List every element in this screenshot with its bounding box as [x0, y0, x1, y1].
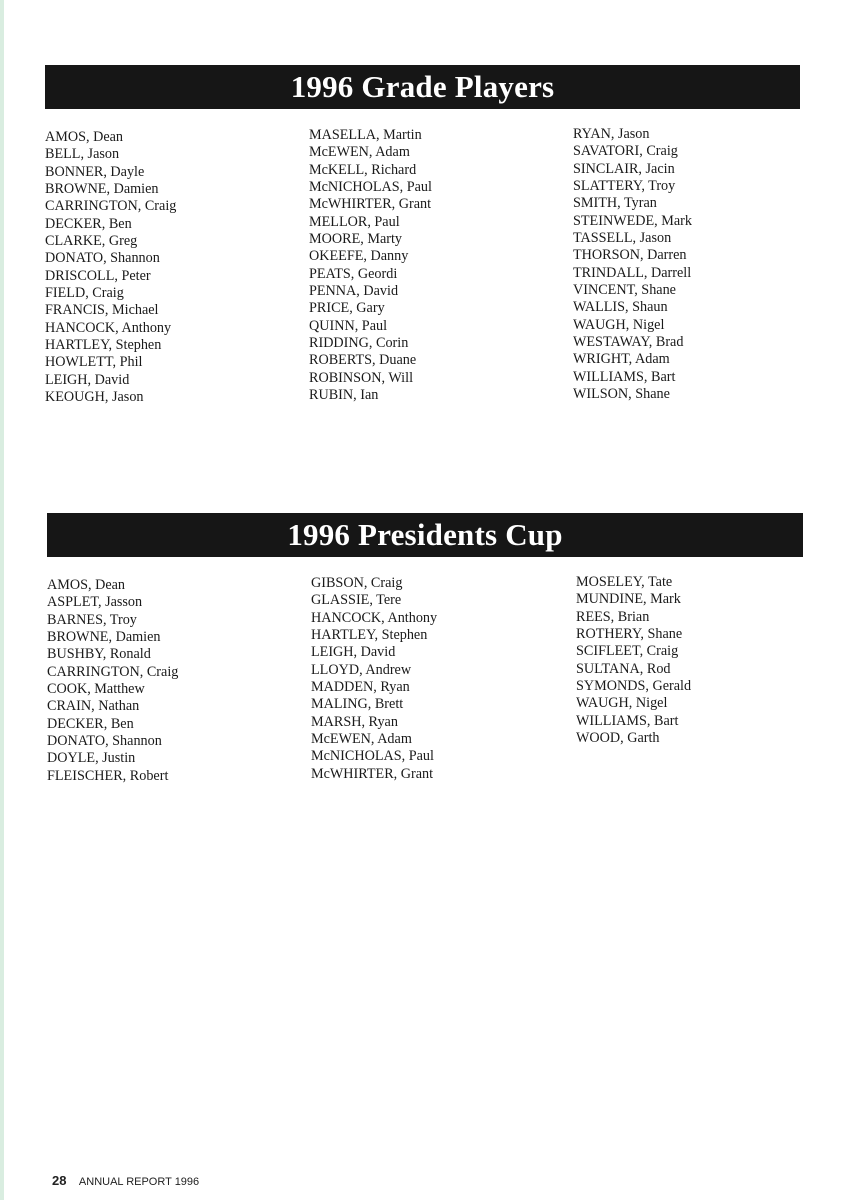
- player-name: WRIGHT, Adam: [573, 351, 670, 368]
- presidents-cup-column-1: [47, 577, 287, 785]
- presidents-cup-column-3: [576, 574, 816, 747]
- player-name: HARTLEY, Stephen: [311, 627, 428, 644]
- page-number: 28: [52, 1173, 67, 1188]
- player-name: TRINDALL, Darrell: [573, 264, 692, 281]
- player-name: LEIGH, David: [45, 371, 130, 388]
- player-name: BELL, Jason: [45, 146, 120, 163]
- player-name: GIBSON, Craig: [311, 575, 403, 591]
- player-name: PEATS, Geordi: [309, 265, 398, 282]
- grade-players-column-1: [45, 129, 285, 407]
- player-name: WOOD, Garth: [576, 730, 660, 747]
- player-name: THORSON, Darren: [573, 247, 687, 264]
- player-name: FLEISCHER, Robert: [47, 767, 169, 784]
- player-name: REES, Brian: [576, 608, 650, 625]
- publication-title: ANNUAL REPORT 1996: [78, 1176, 200, 1188]
- player-name: BUSHBY, Ronald: [47, 646, 151, 663]
- player-name: SMITH, Tyran: [573, 195, 657, 212]
- player-name: DONATO, Shannon: [47, 733, 162, 750]
- player-name: HOWLETT, Phil: [45, 354, 143, 371]
- player-name: McNICHOLAS, Paul: [309, 179, 432, 196]
- player-name: CRAIN, Nathan: [47, 698, 140, 715]
- player-name: LLOYD, Andrew: [311, 661, 412, 678]
- player-name: MELLOR, Paul: [309, 213, 400, 230]
- player-name: McEWEN, Adam: [311, 731, 412, 748]
- player-name: SAVATORI, Craig: [573, 143, 678, 160]
- player-name: RYAN, Jason: [573, 126, 650, 142]
- player-name: WAUGH, Nigel: [573, 316, 665, 333]
- player-name: DONATO, Shannon: [45, 250, 160, 267]
- player-name: PENNA, David: [309, 283, 399, 300]
- player-name: ROTHERY, Shane: [576, 626, 683, 643]
- player-name: MADDEN, Ryan: [311, 679, 410, 696]
- player-name: McWHIRTER, Grant: [311, 765, 434, 782]
- player-name: HANCOCK, Anthony: [45, 319, 172, 336]
- grade-players-column-2: [309, 127, 549, 405]
- player-name: MARSH, Ryan: [311, 713, 398, 730]
- player-name: KEOUGH, Jason: [45, 389, 144, 406]
- player-name: SLATTERY, Troy: [573, 178, 676, 195]
- player-name: WILLIAMS, Bart: [573, 368, 676, 385]
- player-name: CLARKE, Greg: [45, 233, 138, 250]
- player-name: BARNES, Troy: [47, 611, 137, 628]
- player-name: STEINWEDE, Mark: [573, 212, 692, 229]
- grade-players-column-3: [573, 126, 813, 404]
- player-name: McWHIRTER, Grant: [309, 196, 432, 213]
- player-name: FIELD, Craig: [45, 285, 124, 302]
- presidents-cup-column-2: [311, 575, 551, 783]
- player-name: DECKER, Ben: [45, 215, 132, 232]
- player-name: CARRINGTON, Craig: [45, 198, 177, 215]
- player-name: McEWEN, Adam: [309, 144, 410, 161]
- grade-players-heading: 1996 Grade Players: [45, 65, 800, 109]
- player-name: OKEEFE, Danny: [309, 248, 409, 265]
- player-name: McKELL, Richard: [309, 161, 417, 178]
- player-name: COOK, Matthew: [47, 681, 145, 698]
- player-name: BROWNE, Damien: [45, 181, 159, 198]
- player-name: ROBINSON, Will: [309, 369, 414, 386]
- player-name: RIDDING, Corin: [309, 335, 409, 352]
- player-name: TASSELL, Jason: [573, 230, 672, 247]
- player-name: VINCENT, Shane: [573, 282, 676, 299]
- player-name: QUINN, Paul: [309, 317, 388, 334]
- player-name: AMOS, Dean: [47, 577, 126, 593]
- player-name: AMOS, Dean: [45, 129, 124, 145]
- player-name: ASPLET, Jasson: [47, 594, 143, 611]
- player-name: BONNER, Dayle: [45, 163, 145, 180]
- player-name: HARTLEY, Stephen: [45, 337, 162, 354]
- presidents-cup-heading: 1996 Presidents Cup: [47, 513, 803, 557]
- player-name: WESTAWAY, Brad: [573, 334, 684, 351]
- player-name: HANCOCK, Anthony: [311, 609, 438, 626]
- player-name: DECKER, Ben: [47, 715, 134, 732]
- player-name: DOYLE, Justin: [47, 750, 136, 767]
- player-name: MALING, Brett: [311, 696, 404, 713]
- player-name: DRISCOLL, Peter: [45, 267, 151, 284]
- player-name: SCIFLEET, Craig: [576, 643, 679, 660]
- player-name: MASELLA, Martin: [309, 127, 422, 143]
- player-name: SULTANA, Rod: [576, 660, 671, 677]
- player-name: WALLIS, Shaun: [573, 299, 668, 316]
- player-name: CARRINGTON, Craig: [47, 663, 179, 680]
- player-name: ROBERTS, Duane: [309, 352, 417, 369]
- player-name: WILSON, Shane: [573, 386, 670, 403]
- player-name: BROWNE, Damien: [47, 629, 161, 646]
- player-name: MOORE, Marty: [309, 231, 403, 248]
- player-name: SYMONDS, Gerald: [576, 678, 692, 695]
- player-name: WAUGH, Nigel: [576, 695, 668, 712]
- player-name: MUNDINE, Mark: [576, 591, 681, 608]
- page-footer: [52, 1173, 199, 1188]
- player-name: FRANCIS, Michael: [45, 302, 159, 319]
- player-name: MOSELEY, Tate: [576, 574, 673, 590]
- player-name: PRICE, Gary: [309, 300, 385, 317]
- player-name: McNICHOLAS, Paul: [311, 748, 434, 765]
- player-name: RUBIN, Ian: [309, 387, 379, 404]
- page-edge: [0, 0, 4, 1200]
- player-name: SINCLAIR, Jacin: [573, 160, 675, 177]
- player-name: LEIGH, David: [311, 644, 396, 661]
- player-name: WILLIAMS, Bart: [576, 712, 679, 729]
- player-name: GLASSIE, Tere: [311, 592, 402, 609]
